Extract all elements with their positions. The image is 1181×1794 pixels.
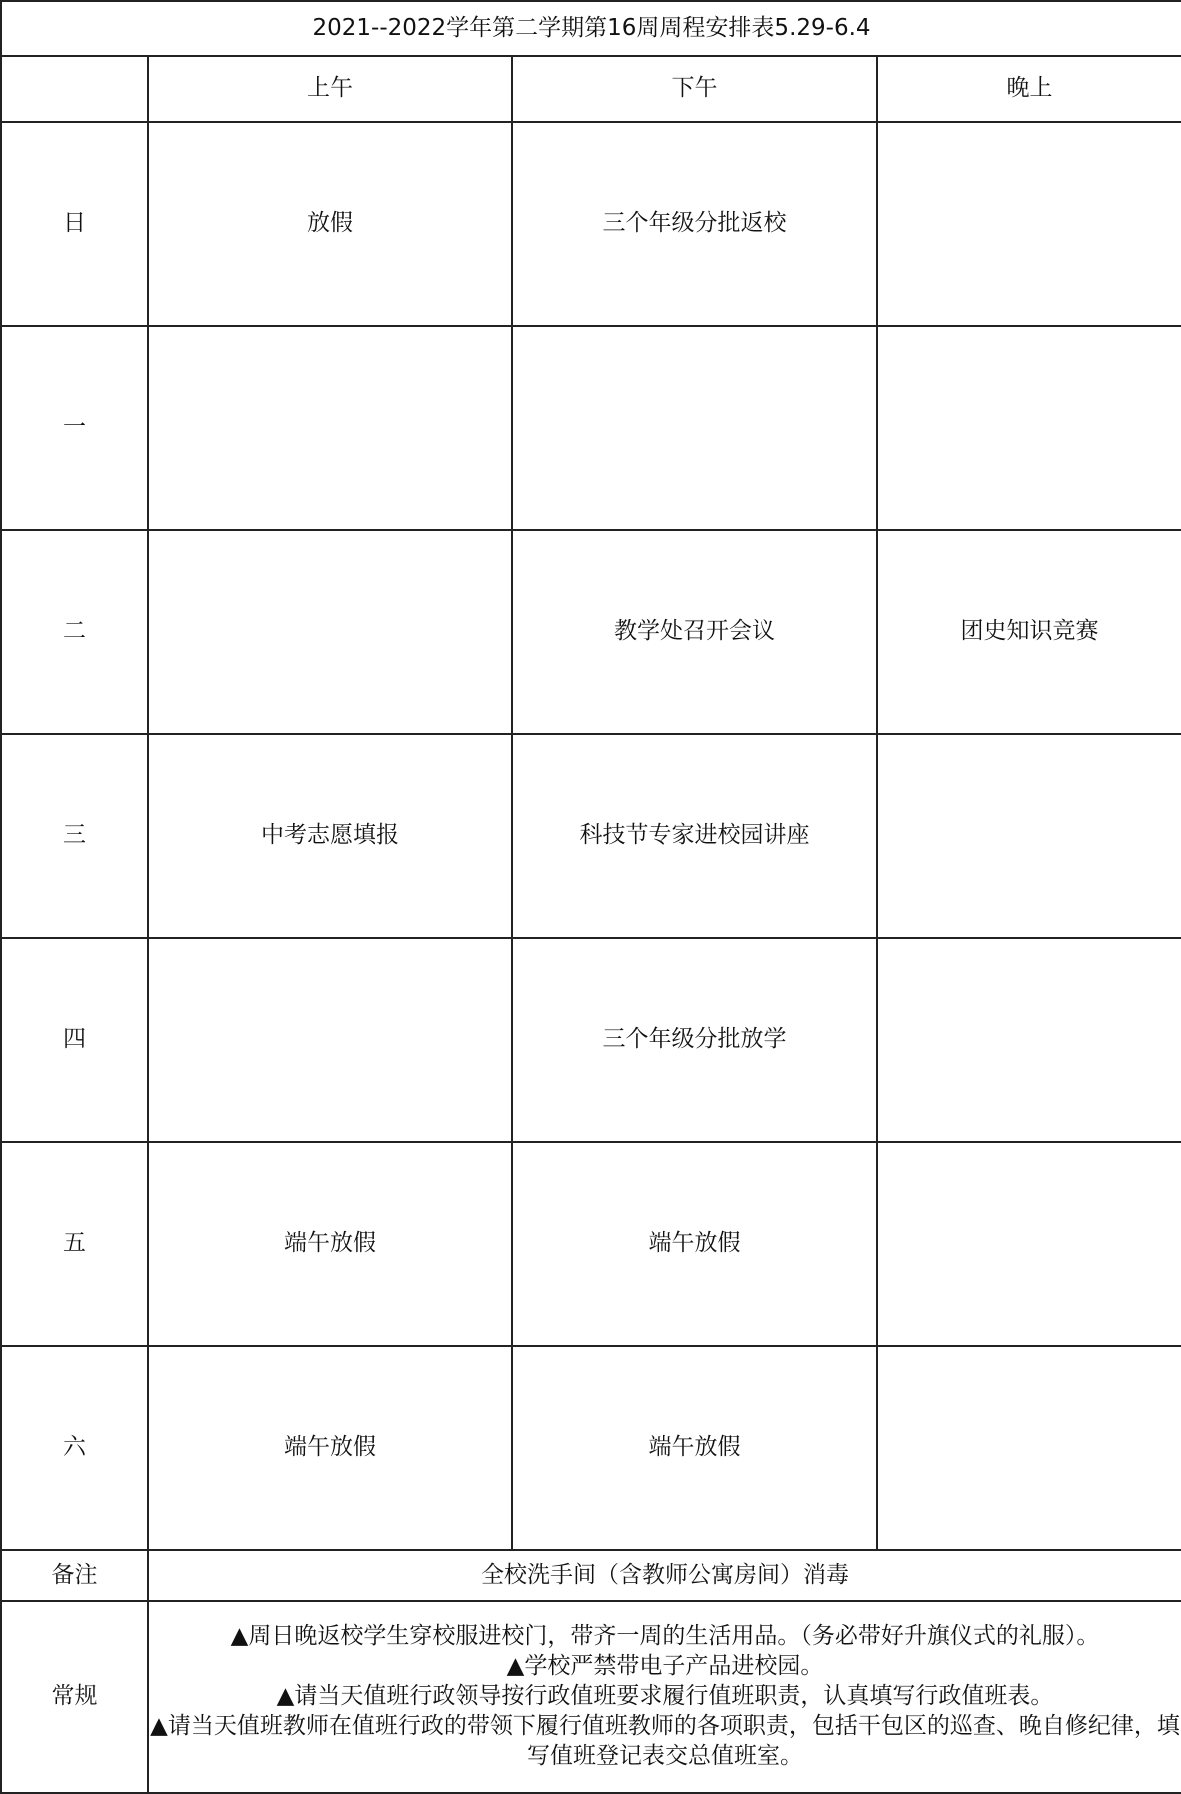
afternoon-cell: 端午放假	[512, 1346, 877, 1550]
afternoon-cell	[512, 326, 877, 530]
morning-cell: 端午放假	[148, 1142, 512, 1346]
header-morning: 上午	[148, 56, 512, 122]
morning-cell	[148, 530, 512, 734]
afternoon-cell: 教学处召开会议	[512, 530, 877, 734]
remark-text: 全校洗手间（含教师公寓房间）消毒	[148, 1550, 1181, 1601]
routine-line: ▲请当天值班行政领导按行政值班要求履行值班职责，认真填写行政值班表。	[276, 1683, 1054, 1710]
day-label: 一	[1, 326, 148, 530]
day-label: 二	[1, 530, 148, 734]
header-corner	[1, 56, 148, 122]
title-row	[1, 1, 1181, 56]
routine-notes	[148, 1601, 1181, 1793]
afternoon-cell: 端午放假	[512, 1142, 877, 1346]
routine-line: ▲请当天值班教师在值班行政的带领下履行值班教师的各项职责，包括干包区的巡查、晚自修纪律，填写值班登记表交总值班室。	[150, 1712, 1180, 1769]
morning-cell	[148, 938, 512, 1142]
evening-cell	[877, 1346, 1181, 1550]
day-row-mon	[1, 326, 1181, 530]
afternoon-cell: 三个年级分批放学	[512, 938, 877, 1142]
morning-cell: 放假	[148, 122, 512, 326]
header-afternoon: 下午	[512, 56, 877, 122]
remark-row	[1, 1550, 1181, 1601]
day-row-tue	[1, 530, 1181, 734]
evening-cell	[877, 122, 1181, 326]
header-row	[1, 56, 1181, 122]
routine-line: ▲周日晚返校学生穿校服进校门，带齐一周的生活用品。（务必带好升旗仪式的礼服）。	[230, 1623, 1100, 1650]
evening-cell	[877, 938, 1181, 1142]
day-row-thu	[1, 938, 1181, 1142]
day-row-sun	[1, 122, 1181, 326]
day-label: 三	[1, 734, 148, 938]
day-label: 六	[1, 1346, 148, 1550]
afternoon-cell: 三个年级分批返校	[512, 122, 877, 326]
evening-cell	[877, 326, 1181, 530]
schedule-title: 2021--2022学年第二学期第16周周程安排表5.29-6.4	[1, 1, 1181, 56]
routine-row	[1, 1601, 1181, 1793]
evening-cell	[877, 734, 1181, 938]
remark-label: 备注	[1, 1550, 148, 1601]
day-row-fri	[1, 1142, 1181, 1346]
evening-cell	[877, 1142, 1181, 1346]
evening-cell: 团史知识竞赛	[877, 530, 1181, 734]
morning-cell	[148, 326, 512, 530]
afternoon-cell: 科技节专家进校园讲座	[512, 734, 877, 938]
day-row-wed	[1, 734, 1181, 938]
header-evening: 晚上	[877, 56, 1181, 122]
day-row-sat	[1, 1346, 1181, 1550]
morning-cell: 端午放假	[148, 1346, 512, 1550]
day-label: 日	[1, 122, 148, 326]
routine-line: ▲学校严禁带电子产品进校园。	[506, 1653, 824, 1680]
routine-label: 常规	[1, 1601, 148, 1793]
morning-cell: 中考志愿填报	[148, 734, 512, 938]
day-label: 四	[1, 938, 148, 1142]
day-label: 五	[1, 1142, 148, 1346]
